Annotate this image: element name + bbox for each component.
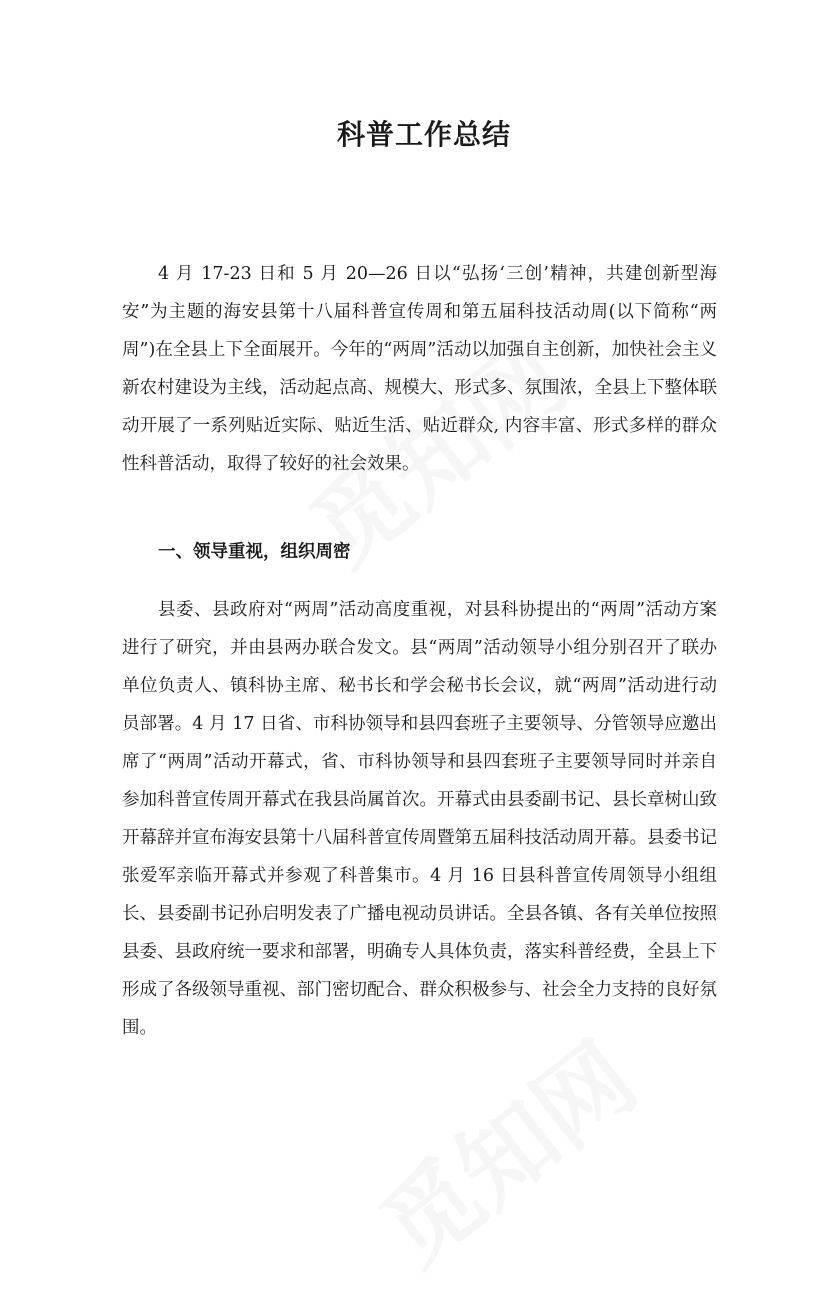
section-paragraph: 县委、县政府对“两周”活动高度重视，对县科协提出的“两周”活动方案进行了研究，并由县两办联合发文。县“两周”活动领导小组分别召开了联办单位负责人、镇科协主席、秘书长和学会秘书长会议，就“两周”活动进行动员部署。4 月 17 日省、市科协领导和县四套班子主要领导、分管领导应邀出席了“两周”活动开幕式，省、市科协领导和县四套班子主要领导同时并亲自参加科普宣传周开幕式在我县尚属首次。开幕式由县委副书记、县长章树山致开幕辞并宣布海安县第十八届科普宣传周暨第五届科技活动周开幕。县委书记张爱军亲临开幕式并参观了科普集市。4 月 16 日县科普宣传周领导小组组长、县委副书记孙启明发表了广播电视动员讲话。全县各镇、各有关单位按照县委、县政府统一要求和部署，明确专人具体负责，落实科普经费，全县上下形成了各级领导重视、部门密切配合、群众积极参与、社会全力支持的良好氛围。 [122,600,717,1038]
page-title: 科普工作总结 [336,118,511,151]
watermark [348,1006,659,1291]
section-heading: 一、领导重视，组织周密 [158,542,351,562]
intro-paragraph: 4 月 17-23 日和 5 月 20—26 日以“弘扬‘三创’精神，共建创新型海安”为主题的海安县第十八届科普宣传周和第五届科技活动周(以下简称“两周”)在全县上下全面展开。今年的“两周”活动以加强自主创新，加快社会主义新农村建设为主线，活动起点高、规模大、形式多、氛围浓，全县上下整体联动开展了一系列贴近实际、贴近生活、贴近群众, 内容丰富、形式多样的群众性科普活动，取得了较好的社会效果。 [122,264,717,474]
